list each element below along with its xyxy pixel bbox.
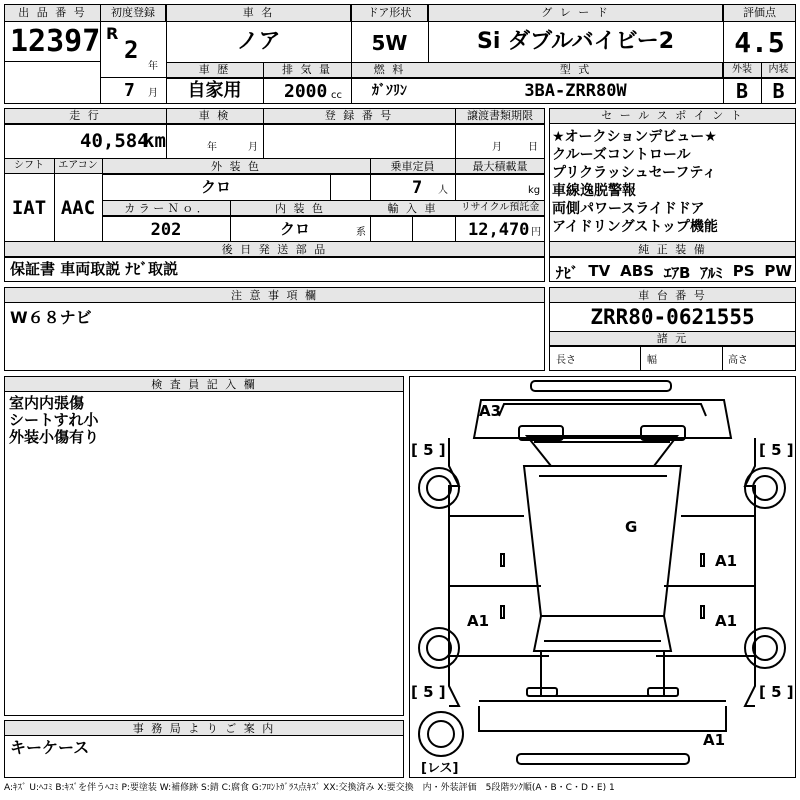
shift-label: シフト (14, 160, 44, 171)
history-label: 車 歴 (198, 63, 231, 76)
interior-color: クロ (279, 220, 310, 238)
length-label: 長さ (556, 355, 576, 366)
colorno-label: カ ラ ー Ｎ ｏ ． (124, 202, 208, 215)
color-number: 202 (150, 220, 182, 240)
notes-text: W６８ナビ (10, 308, 92, 327)
door-type: 5W (371, 31, 408, 55)
km-label: 走 行 (69, 109, 101, 122)
sales-point: 車線逸脱警報 (552, 183, 636, 199)
sales-point: アイドリングストップ機能 (552, 219, 718, 235)
notes-label: 注 意 事 項 欄 (231, 289, 318, 302)
exterior-color: クロ (200, 178, 231, 196)
equip-item: ﾅﾋﾞ (556, 264, 579, 282)
tire-tread-lf: [ 5 ] (411, 441, 446, 459)
chassis-label: 車 台 番 号 (638, 289, 707, 302)
reg-year: 2 (124, 36, 139, 64)
reg-month-unit: 月 (148, 88, 158, 99)
grade: Si ダブルバイビー2 (476, 29, 675, 54)
color-label: 外 装 色 (211, 160, 261, 173)
transfer-label: 譲渡書類期限 (467, 109, 533, 122)
damage-mark-right-front: A1 (715, 552, 738, 570)
sales-label: セ ー ル ス ポ イ ン ト (601, 109, 744, 122)
mileage: 40,584 (80, 130, 149, 152)
reg-era: R (106, 24, 119, 43)
later-label: 後 日 発 送 部 品 (221, 243, 328, 256)
lot-number: 12397 (10, 24, 101, 59)
int-grade: B (772, 79, 785, 103)
sales-point: プリクラッシュセーフティ (552, 165, 717, 181)
ext-label: 外装 (732, 64, 752, 75)
mileage-unit: km (143, 130, 166, 152)
door-label: ドア形状 (367, 6, 412, 19)
height-label: 高さ (728, 355, 748, 366)
seats: 7 (412, 178, 423, 198)
lot-label: 出 品 番 号 (18, 6, 87, 19)
score-label: 評価点 (743, 6, 776, 19)
import-label: 輸 入 車 (387, 202, 438, 215)
car-diagram (409, 376, 796, 778)
shaken-month-unit: 月 (248, 142, 258, 153)
fuel-label: 燃 料 (373, 63, 406, 76)
transfer-month-unit: 月 (492, 142, 502, 153)
aircon: AAC (60, 197, 96, 219)
equip-item: ABS (620, 262, 655, 280)
sales-point: ★オークションデビュー★ (552, 129, 717, 145)
seats-label: 乗車定員 (390, 160, 435, 173)
recycle-fee: 12,470 (468, 220, 530, 240)
tire-tread-rf: [ 5 ] (759, 441, 794, 459)
reg-label: 初度登録 (111, 6, 155, 19)
reg-year-unit: 年 (148, 61, 158, 72)
equip-item: TV (588, 262, 611, 280)
equip-item: ｴｱB (663, 264, 691, 282)
ext-grade: B (735, 79, 749, 103)
model-label: 型 式 (559, 63, 592, 76)
width-label: 幅 (647, 355, 657, 366)
disp-unit: cc (331, 90, 342, 101)
displacement: 2000 (284, 81, 328, 102)
car-name: ノア (236, 29, 281, 54)
spare-tire-status: [レス] (421, 761, 459, 776)
shift: IAT (11, 197, 47, 219)
seats-unit: 人 (438, 185, 448, 196)
history: 自家用 (187, 80, 242, 101)
inspector-line: 室内内張傷 (9, 394, 85, 412)
sales-point: クルーズコントロール (552, 147, 691, 163)
fuel: ｶﾞｿﾘﾝ (372, 83, 407, 99)
recycle-unit: 円 (531, 227, 541, 238)
equipment-list (556, 262, 792, 283)
chassis-number: ZRR80-0621555 (590, 305, 755, 329)
shaken-label: 車 検 (198, 109, 231, 122)
disp-label: 排 気 量 (282, 63, 332, 76)
equip-item: ｱﾙﾐ (700, 264, 723, 282)
ac-label: エアコン (58, 160, 98, 171)
sales-point: 両側パワースライドドア (552, 201, 705, 217)
equip-item: PS (732, 262, 755, 280)
damage-mark-rear: A1 (703, 731, 726, 749)
transfer-day-unit: 日 (528, 142, 538, 153)
inspector-line: シートすれ小 (9, 411, 99, 429)
inspector-line: 外装小傷有り (9, 428, 100, 446)
plate-label: 登 録 番 号 (324, 109, 394, 122)
load-unit: kg (528, 185, 541, 196)
intcolor-label: 内 装 色 (275, 202, 325, 215)
model: 3BA-ZRR80W (524, 81, 627, 101)
load-label: 最大積載量 (472, 160, 528, 173)
equip-item: PW (764, 262, 792, 280)
int-label: 内装 (768, 64, 789, 75)
office-text: キーケース (10, 738, 90, 757)
name-label: 車 名 (242, 6, 275, 19)
tire-tread-lr: [ 5 ] (411, 683, 446, 701)
office-label: 事 務 局 よ り ご 案 内 (132, 722, 276, 735)
damage-mark-roof: G (625, 518, 638, 536)
inspector-label: 検 査 員 記 入 欄 (151, 378, 257, 391)
legend: A:ｷｽﾞ U:ﾍｺﾐ B:ｷｽﾞを伴うﾍｺﾐ P:要塗装 W:補修跡 S:錆 C:腐食 G:ﾌﾛﾝﾄｶﾞﾗｽ点ｷｽﾞ XX:交換済み X:要交換 内・外装評価 5段階ﾗﾝｸ順(A・B・C・D・E) 1 (4, 783, 615, 793)
recycle-label: リサイクル預託金 (460, 202, 540, 213)
equip-label: 純 正 装 備 (638, 243, 707, 256)
later-parts: 保証書 車両取説 ﾅﾋﾞ取説 (10, 260, 178, 278)
grade-label: グ レ ー ド (541, 6, 610, 19)
dims-label: 諸 元 (656, 332, 689, 345)
shaken-year-unit: 年 (207, 142, 217, 153)
damage-mark-right-rear: A1 (715, 612, 738, 630)
tire-tread-rr: [ 5 ] (759, 683, 794, 701)
damage-mark-hood: A3 (479, 402, 502, 420)
reg-month: 7 (124, 80, 135, 101)
sales-points (552, 128, 718, 236)
damage-mark-left-front: A1 (467, 612, 490, 630)
score: 4.5 (734, 26, 785, 59)
intcolor-unit: 系 (356, 227, 366, 238)
inspector-notes (9, 395, 99, 446)
